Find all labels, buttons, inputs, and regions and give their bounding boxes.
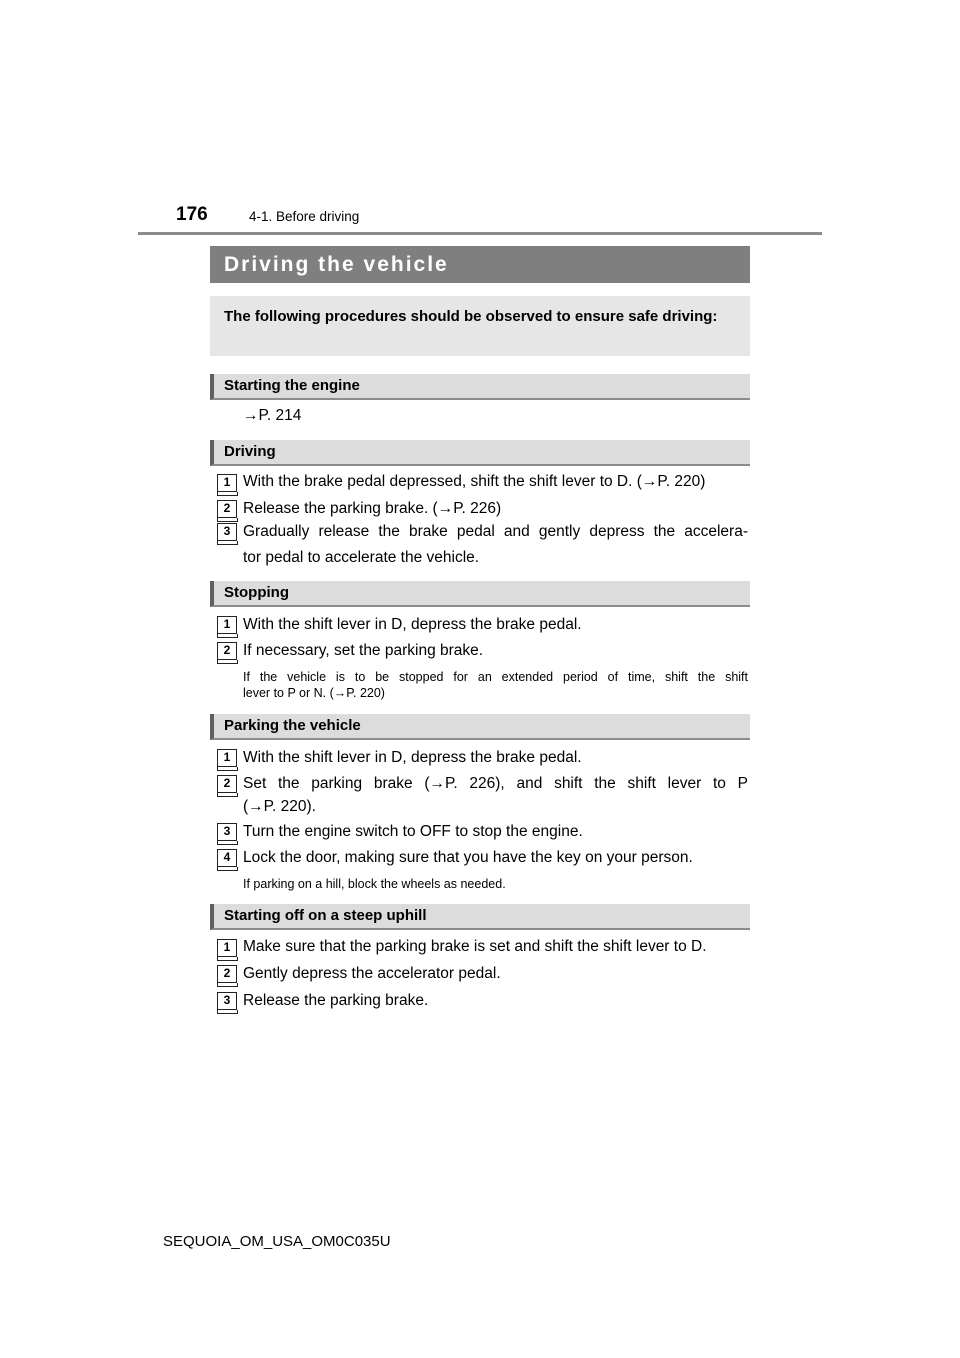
driving-step-3-cont: tor pedal to accelerate the vehicle.	[243, 549, 480, 566]
heading-stopping: Stopping	[210, 581, 750, 607]
heading-parking: Parking the vehicle	[210, 714, 750, 740]
step-number-badge: 2	[217, 965, 237, 983]
intro-text: The following procedures should be observed to ensure safe driving:	[210, 296, 750, 356]
step-number-badge: 4	[217, 849, 237, 867]
stopping-note-cont: lever to P or N. (→P. 220)	[243, 686, 385, 700]
driving-step-3: Gradually release the brake pedal and gently depress the accelera-	[243, 523, 748, 540]
parking-step-2: Set the parking brake (→P. 226), and shift the shift lever to P	[243, 775, 748, 792]
step-number-badge: 2	[217, 775, 237, 793]
parking-step-3: Turn the engine switch to OFF to stop the engine.	[243, 823, 583, 840]
uphill-step-2: Gently depress the accelerator pedal.	[243, 965, 501, 982]
stopping-step-1: With the shift lever in D, depress the brake pedal.	[243, 616, 582, 633]
step-number-badge: 3	[217, 823, 237, 841]
driving-step-1: With the brake pedal depressed, shift the shift lever to D. (→P. 220)	[243, 473, 706, 490]
step-number-badge: 1	[217, 749, 237, 767]
step-number-badge: 1	[217, 939, 237, 957]
step-number-badge: 1	[217, 616, 237, 634]
uphill-step-3: Release the parking brake.	[243, 992, 429, 1009]
page-title: Driving the vehicle	[210, 246, 750, 283]
heading-driving: Driving	[210, 440, 750, 466]
step-number-badge: 3	[217, 523, 237, 541]
uphill-step-1: Make sure that the parking brake is set and shift the shift lever to D.	[243, 938, 707, 955]
step-number-badge: 2	[217, 500, 237, 518]
stopping-note: If the vehicle is to be stopped for an extended period of time, shift the shift	[243, 670, 748, 684]
driving-step-2: Release the parking brake. (→P. 226)	[243, 500, 502, 517]
step-number-badge: 3	[217, 992, 237, 1010]
parking-step-4: Lock the door, making sure that you have the key on your person.	[243, 849, 693, 866]
footer-doc-id: SEQUOIA_OM_USA_OM0C035U	[163, 1233, 391, 1250]
heading-starting-engine: Starting the engine	[210, 374, 750, 400]
parking-note: If parking on a hill, block the wheels as needed.	[243, 877, 506, 891]
header-divider	[138, 232, 822, 235]
section-label: 4-1. Before driving	[249, 209, 360, 224]
step-number-badge: 2	[217, 642, 237, 660]
parking-step-2-cont: (→P. 220).	[243, 798, 316, 815]
page-number: 176	[176, 204, 208, 225]
ref-starting-engine: →P. 214	[243, 407, 302, 424]
parking-step-1: With the shift lever in D, depress the brake pedal.	[243, 749, 582, 766]
step-number-badge: 1	[217, 474, 237, 492]
heading-uphill: Starting off on a steep uphill	[210, 904, 750, 930]
stopping-step-2: If necessary, set the parking brake.	[243, 642, 484, 659]
